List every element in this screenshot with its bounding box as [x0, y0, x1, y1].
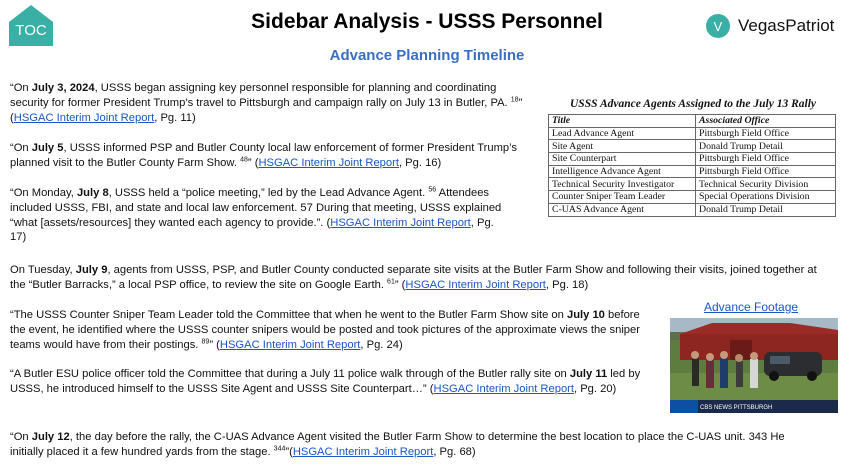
report-link[interactable]: HSGAC Interim Joint Report: [258, 156, 399, 169]
page-title: Sidebar Analysis - USSS Personnel: [251, 10, 603, 33]
report-link[interactable]: HSGAC Interim Joint Report: [219, 338, 361, 351]
table-row: Counter Sniper Team Leader Special Operations Division: [549, 191, 836, 204]
column-header: Title: [549, 115, 696, 128]
column-header: Associated Office: [696, 115, 836, 128]
toc-label: TOC: [15, 22, 47, 39]
brand: [706, 14, 834, 38]
network-label: CBS NEWS PITTSBURGH: [700, 405, 773, 411]
table-row: Intelligence Advance Agent Pittsburgh Field Office: [549, 165, 836, 178]
timeline-entry-july-5: “On July 5, USSS informed PSP and Butler County local law enforcement of former President Trump’s planned visit to the Butler County Farm Show. $^{48}$” (HSGAC Interim Joint Report, Pg. 16): [10, 142, 517, 169]
table-row: Technical Security Investigator Technical Security Division: [549, 178, 836, 191]
table-row: C-UAS Advance Agent Donald Trump Detail: [549, 203, 836, 216]
report-link[interactable]: HSGAC Interim Joint Report: [13, 111, 155, 124]
agents-table-title: USSS Advance Agents Assigned to the July 13 Rally: [570, 98, 816, 110]
table-row: Site Agent Donald Trump Detail: [549, 140, 836, 153]
table-row: Site Counterpart Pittsburgh Field Office: [549, 153, 836, 166]
timeline-entry-july-11: “A Butler ESU police officer told the Committee that during a July 11 police walk through of the Butler rally site on July 11 led by USSS, he introduced himself to the USSS Site Agent and USSS Site Counterpart…” (HSGAC Interim Joint Report, Pg. 20): [10, 368, 641, 395]
timeline-entry-july-8: “On Monday, July 8, USSS held a “police meeting,” led by the Lead Advance Agent. $^{56}$ Attendees included USSS, FBI, and state and local law enforcement. 57 During that meeting, USSS explained “what [assets/resources] they wanted each agency to provide.”. (HSGAC Interim Joint Report, Pg. 17): [10, 186, 502, 244]
brand-name: VegasPatriot: [738, 16, 835, 35]
timeline-entry-july-10: “The USSS Counter Sniper Team Leader told the Committee that when he went to the Butler Farm Show site on July 10 before the event, he identified where the USSS counter snipers would be posted and took pictures of the approximate views the sniper teams would have from their postings. $^{89}$” (HSGAC Interim Joint Report, Pg. 24): [10, 309, 640, 351]
report-link[interactable]: HSGAC Interim Joint Report: [292, 445, 434, 458]
advance-footage-video[interactable]: [670, 318, 838, 413]
report-link[interactable]: HSGAC Interim Joint Report: [405, 278, 546, 291]
timeline-entry-july-3: “On July 3, 2024, USSS began assigning key personnel responsible for planning and coordinating security for former President Trump’s travel to Pittsburgh and campaign rally on July 13 in Butler, PA. $^{18}$” (HSGAC Interim Joint Report, Pg. 11): [10, 82, 523, 124]
table-header-row: [549, 115, 836, 128]
agents-table: [548, 114, 836, 217]
advance-footage-link[interactable]: Advance Footage: [704, 300, 799, 314]
page-subtitle: Advance Planning Timeline: [329, 47, 525, 64]
timeline-entry-july-9: On Tuesday, July 9, agents from USSS, PSP, and Butler County conducted separate site visits at the Butler Farm Show and following their visits, joined together at the “Butler Barracks,” a local PSP office, to review the site on Google Earth. $^{61}$” (HSGAC Interim Joint Report, Pg. 18): [10, 264, 817, 291]
report-link[interactable]: HSGAC Interim Joint Report: [330, 216, 471, 229]
timeline-entry-july-12: “On July 12, the day before the rally, the C-UAS Advance Agent visited the Butler Farm Show to determine the best location to place the C-UAS unit. 343 He initially placed it a few hundred yards from the stage. $^{344}$”(HSGAC Interim Joint Report, Pg. 68): [10, 431, 785, 458]
brand-avatar: V: [706, 14, 730, 38]
table-row: Lead Advance Agent Pittsburgh Field Office: [549, 127, 836, 140]
report-link[interactable]: HSGAC Interim Joint Report: [433, 382, 574, 395]
